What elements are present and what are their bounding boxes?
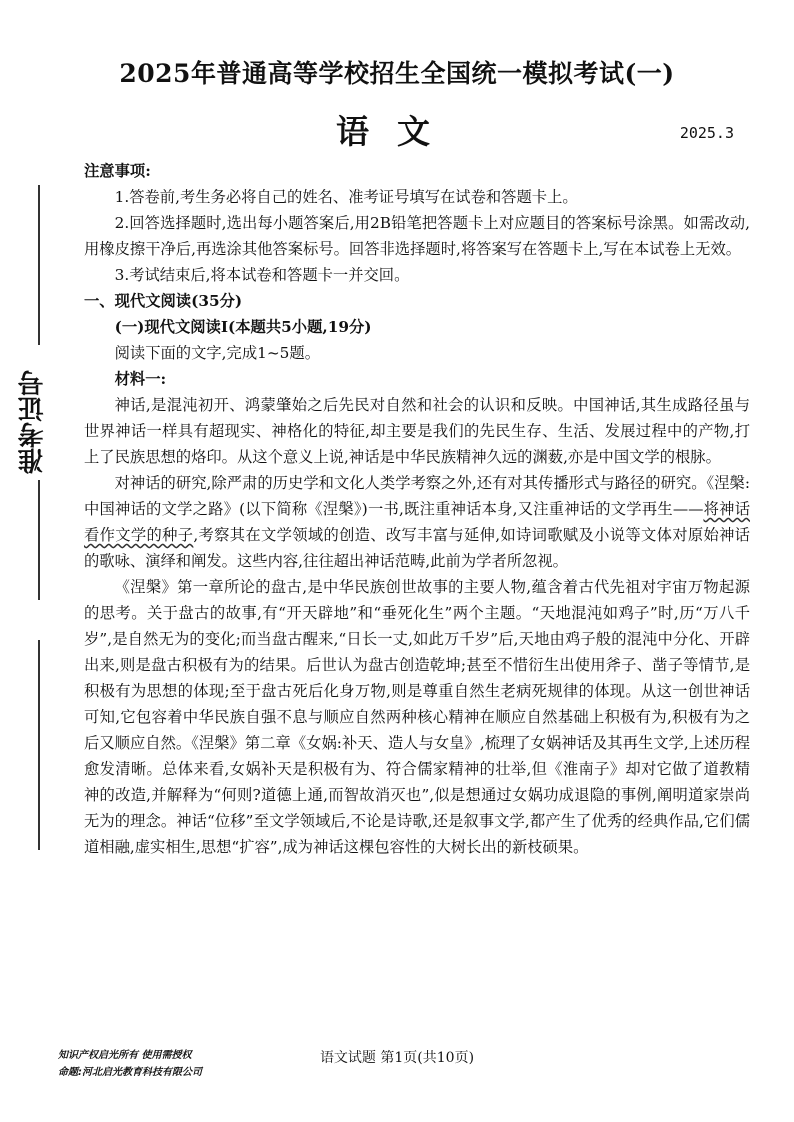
notice-heading: 注意事项: (84, 162, 151, 180)
notice-item: 3.考试结束后,将本试卷和答题卡一并交回。 (114, 266, 410, 284)
passage-paragraph: 《涅槃》第一章所论的盘古,是中华民族创世故事的主要人物,蕴含着古代先祖对宇宙万物起源的思考。关于盘古的故事,有“开天辟地”和“垂死化生”两个主题。“天地混沌如鸡子”时,历“万八千岁”,是自然无为的变化;而当盘古醒来,“日长一丈,如此万千岁”后,天地由鸡子般的混沌中分化、开辟出来,则是盘古积极有为的结果。后世认为盘古创造乾坤;甚至不惜衍生出使用斧子、凿子等情节,是积极有为思想的体现;至于盘古死后化身万物,则是尊重自然生老病死规律的体现。从这一创世神话可知,它包容着中华民族自强不息与顺应自然两种核心精神在顺应自然基础上积极有为,积极有为之后又顺应自然。《涅槃》第二章《女娲:补天、造人与女皇》,梳理了女娲神话及其再生文学,上述历程愈发清晰。总体来看,女娲补天是积极有为、符合儒家精神的壮举,但《淮南子》却对它做了道教精神的改造,并解释为“何则?道德上通,而智故消灭也”,似是想通过女娲功成退隐的事例,阐明道家崇尚无为的理念。神话“位移”至文学领域后,不论是诗歌,还是叙事文学,都产生了优秀的经典作品,它们儒道相融,虚实相生,思想“扩容”,成为神话这棵包容性的大树长出的新枝硕果。 (84, 578, 750, 856)
side-divider-line (38, 185, 40, 345)
notice-item: 1.答卷前,考生务必将自己的姓名、准考证号填写在试卷和答题卡上。 (114, 188, 578, 206)
wavy-underlined-phrase: 将神话看作文学的种子 (84, 500, 750, 544)
material-label: 材料一: (114, 370, 167, 388)
page-number: 语文试题 第1页(共10页) (319, 1050, 475, 1066)
notice-item: 2.回答选择题时,选出每小题答案后,用2B铅笔把答题卡上对应题目的答案标号涂黑。如需改动,用橡皮擦干净后,再选涂其他答案标号。回答非选择题时,将答案写在答题卡上,写在本试卷上无效。 (84, 214, 750, 258)
subject-title: 语文 (336, 112, 458, 151)
passage-paragraph: 神话,是混沌初开、鸿蒙肇始之后先民对自然和社会的认识和反映。中国神话,其生成路径虽与世界神话一样具有超现实、神格化的特征,却主要是我们的先民生存、生活、发展过程中的产物,打上了民族思想的烙印。从这个意义上说,神话是中华民族精神久远的渊薮,亦是中国文学的根脉。 (84, 396, 750, 466)
exam-content (84, 158, 750, 860)
section-heading: 一、现代文阅读(35分) (84, 292, 243, 310)
subsection-heading: (一)现代文阅读Ⅰ(本题共5小题,19分) (114, 318, 372, 336)
publisher-note: 命题:河北启光教育科技有限公司 (58, 1067, 202, 1078)
exam-date: 2025.3 (679, 124, 734, 142)
copyright-note: 知识产权启光所有 使用需授权 (58, 1050, 192, 1061)
side-divider-line (38, 480, 40, 600)
exam-title: 2025年普通高等学校招生全国统一模拟考试(一) (119, 59, 675, 88)
passage-text: ,考察其在文学领域的创造、改写丰富与延伸,如诗词歌赋及小说等文体对原始神话的歌咏、演绎和阐发。这些内容,往往超出神话范畴,此前为学者所忽视。 (84, 526, 750, 570)
passage-text: 对神话的研究,除严肃的历史学和文化人类学考察之外,还有对其传播形式与路径的研究。《涅槃:中国神话的文学之路》(以下简称《涅槃》)一书,既注重神话本身,又注重神话的文学再生—— (84, 474, 750, 518)
passage-paragraph (84, 470, 750, 574)
candidate-number-label: 准考证号 (18, 370, 48, 474)
reading-instruction: 阅读下面的文字,完成1~5题。 (114, 344, 321, 362)
side-divider-line (38, 640, 40, 850)
